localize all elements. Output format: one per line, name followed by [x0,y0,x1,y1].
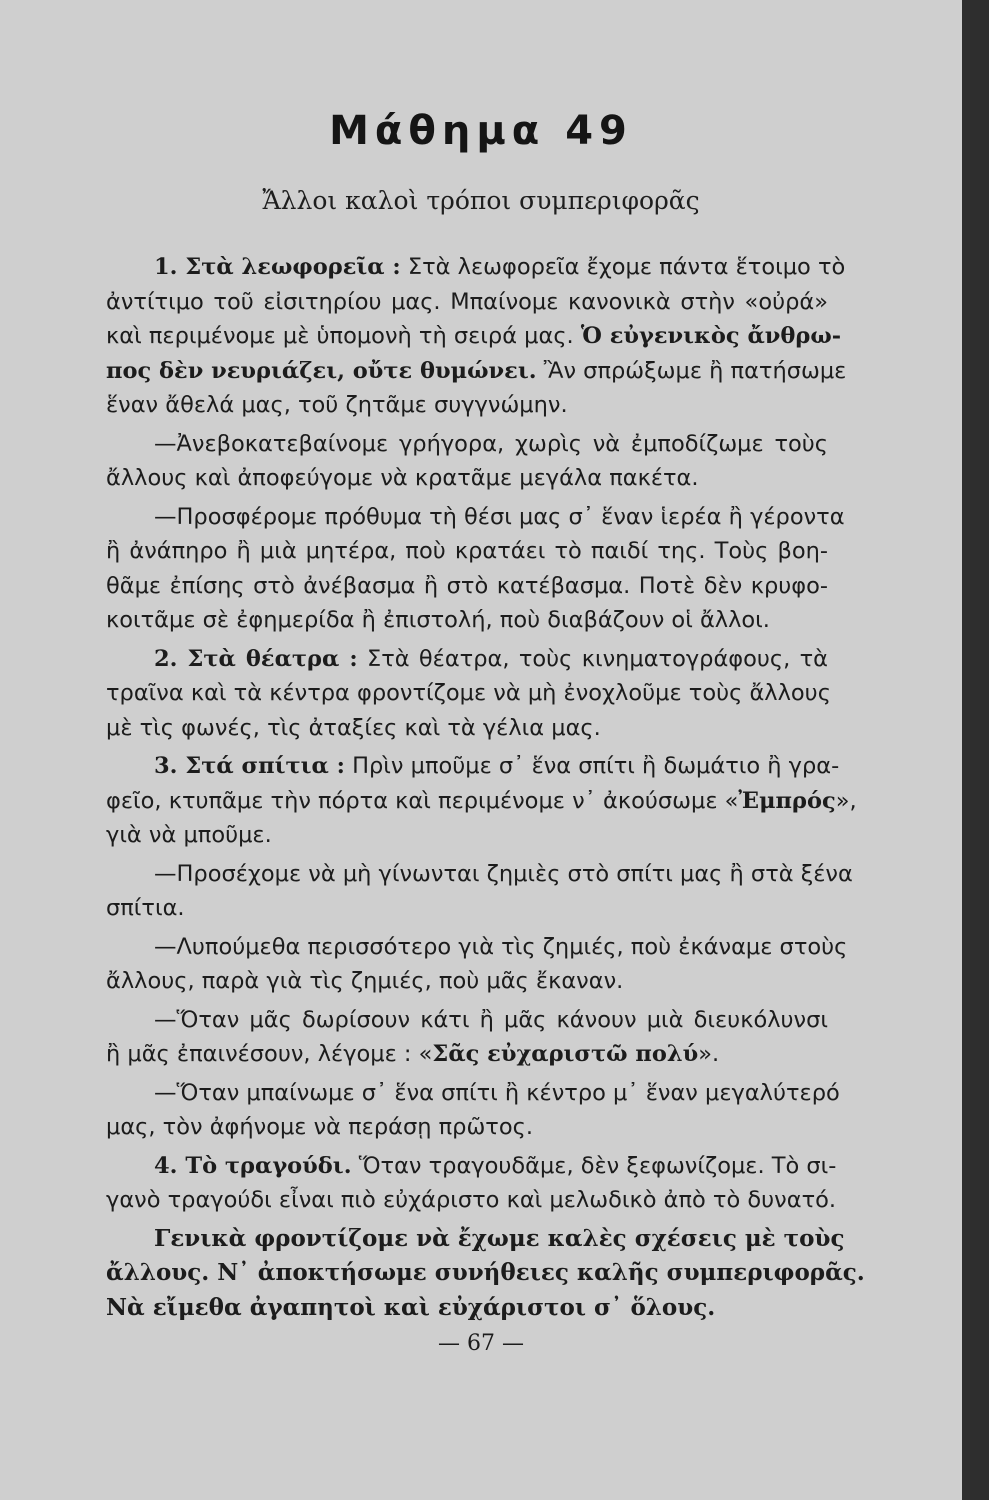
section-1-paragraph-2: —Ἀνεβοκατεβαίνομε γρήγορα, χωρὶς νὰ ἐμποδίζωμε τοὺς [154,430,828,457]
lesson-body [106,250,865,1325]
section-1-heading: 1. Στὰ λεωφορεῖα : [154,254,401,280]
summary-line: Νὰ εἴμεθα ἀγαπητοὶ καὶ εὐχάριστοι σ᾽ ὅλους. [106,1293,716,1321]
section-1-paragraph-2: ἄλλους καὶ ἀποφεύγομε νὰ κρατᾶμε μεγάλα πακέτα. [106,465,699,491]
section-4-line: 4. Τὸ τραγούδι. Ὅταν τραγουδᾶμε, δὲν ξεφωνίζομε. Τὸ σι- [154,1152,837,1179]
summary-line: ἄλλους. Ν᾽ ἀποκτήσωμε συνήθειες καλῆς συμπεριφορᾶς. [106,1259,865,1286]
section-4-heading: 4. Τὸ τραγούδι. [154,1152,352,1179]
section-3-paragraph-4: ἢ μᾶς ἐπαινέσουν, λέγομε : «Σᾶς εὐχαριστῶ πολύ». [106,1041,720,1067]
section-3-line: φεῖο, κτυπᾶμε τὴν πόρτα καὶ περιμένομε ν᾽ ἀκούσωμε «Ἐμπρός», [106,787,857,814]
section-3-line: γιὰ νὰ μποῦμε. [106,822,272,848]
section-1-line: ἀντίτιμο τοῦ εἰσιτηρίου μας. Μπαίνομε κανονικὰ στὴν «οὐρά» [106,288,828,315]
section-3-paragraph-2: σπίτια. [106,895,185,921]
section-1-paragraph-3: θᾶμε ἐπίσης στὸ ἀνέβασμα ἢ στὸ κατέβασμα. Ποτὲ δὲν κρυφο- [106,572,828,599]
section-1-paragraph-3: ἢ ἀνάπηρο ἢ μιὰ μητέρα, ποὺ κρατάει τὸ παιδί της. Τοὺς βοη- [106,538,828,564]
section-3-paragraph-4: —Ὅταν μᾶς δωρίσουν κάτι ἢ μᾶς κάνουν μιὰ διευκόλυνσι [154,1006,828,1033]
section-2-heading: 2. Στὰ θέατρα : [154,645,358,672]
section-1-paragraph-3: —Προσφέρομε πρόθυμα τὴ θέσι μας σ᾽ ἕναν ἱερέα ἢ γέροντα [154,503,845,530]
lesson-title: Μάθημα 49 [329,108,633,154]
section-1-line: ἕναν ἄθελά μας, τοῦ ζητᾶμε συγγνώμην. [106,392,568,418]
section-1-line: καὶ περιμένομε μὲ ὑπομονὴ τὴ σειρά μας. Ὁ εὐγενικὸς ἄνθρω- [106,323,842,349]
section-4-line: γανὸ τραγούδι εἶναι πιὸ εὐχάριστο καὶ μελωδικὸ ἀπὸ τὸ δυνατό. [106,1187,837,1213]
section-2-line: τραῖνα καὶ τὰ κέντρα φροντίζομε νὰ μὴ ἐνοχλοῦμε τοὺς ἄλλους [106,680,831,706]
summary-line: Γενικὰ φροντίζομε νὰ ἔχωμε καλὲς σχέσεις μὲ τοὺς [154,1224,845,1252]
section-2-line: 2. Στὰ θέατρα : Στὰ θέατρα, τοὺς κινηματογράφους, τὰ [154,645,828,672]
section-1-paragraph-3: κοιτᾶμε σὲ ἐφημερίδα ἢ ἐπιστολή, ποὺ διαβάζουν οἱ ἄλλοι. [106,607,770,633]
section-3-line: 3. Στά σπίτια : Πρὶν μποῦμε σ᾽ ἕνα σπίτι ἢ δωμάτιο ἢ γρα- [154,753,840,779]
section-3-paragraph-5: —Ὅταν μπαίνωμε σ᾽ ἕνα σπίτι ἢ κέντρο μ᾽ ἕναν μεγαλύτερό [154,1079,840,1106]
section-2-line: μὲ τὶς φωνές, τὶς ἀταξίες καὶ τὰ γέλια μας. [106,714,601,741]
page-number: — 67 — [438,1331,524,1356]
section-1-line: 1. Στὰ λεωφορεῖα : Στὰ λεωφορεῖα ἔχομε πάντα ἕτοιμο τὸ [154,254,846,280]
section-3-paragraph-3: ἄλλους, παρὰ γιὰ τὶς ζημιές, ποὺ μᾶς ἔκαναν. [106,968,624,994]
section-3-paragraph-5: μας, τὸν ἀφήνομε νὰ περάσῃ πρῶτος. [106,1114,533,1140]
section-3-heading: 3. Στά σπίτια : [154,753,345,779]
section-1-line: πος δὲν νευριάζει, οὔτε θυμώνει. Ἂν σπρώξωμε ἢ πατήσωμε [106,357,847,384]
section-3-paragraph-3: —Λυπούμεθα περισσότερο γιὰ τὶς ζημιές, ποὺ ἐκάναμε στοὺς [154,933,848,960]
section-3-paragraph-2: —Προσέχομε νὰ μὴ γίνωνται ζημιὲς στὸ σπίτι μας ἢ στὰ ξένα [154,860,853,887]
lesson-subtitle: Ἄλλοι καλοὶ τρόποι συμπεριφορᾶς [262,186,700,215]
book-binding-edge [962,0,989,1500]
